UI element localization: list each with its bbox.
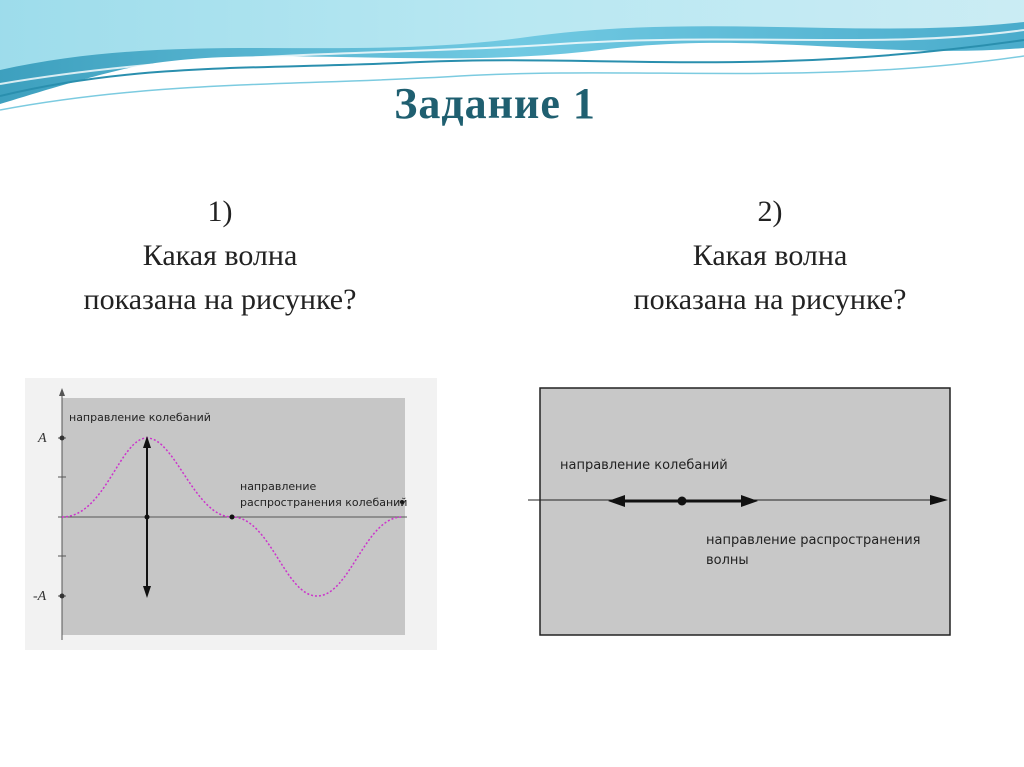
question-1-line-1: Какая волна [142,239,298,272]
propagation-label-1: направление распространения [706,533,921,548]
oscillation-label: направление колебаний [560,458,728,473]
slide-title: Задание 1 [394,79,596,128]
question-1-number: 1) [207,195,233,228]
axis-label-minus-a: -A [33,589,47,604]
axis-label-a: A [38,431,47,446]
amplitude-top-dot [60,436,65,441]
amplitude-bottom-dot [60,594,65,599]
propagation-label-2: волны [706,553,749,568]
question-2-number: 2) [757,195,783,228]
question-2 [565,190,975,322]
particle-dot [678,497,687,506]
oscillation-label: направление колебаний [69,411,211,424]
question-1 [20,190,420,322]
propagation-label-2: распространения колебаний [240,496,408,509]
center-dot [145,515,150,520]
longitudinal-wave-figure [528,384,954,638]
question-1-line-2: показана на рисунке? [83,283,357,316]
transverse-wave-figure [25,378,437,650]
question-2-line-2: показана на рисунке? [633,283,907,316]
question-2-line-1: Какая волна [692,239,848,272]
node-dot [230,515,235,520]
figure-2-panel [540,388,950,635]
propagation-label-1: направление [240,480,317,493]
